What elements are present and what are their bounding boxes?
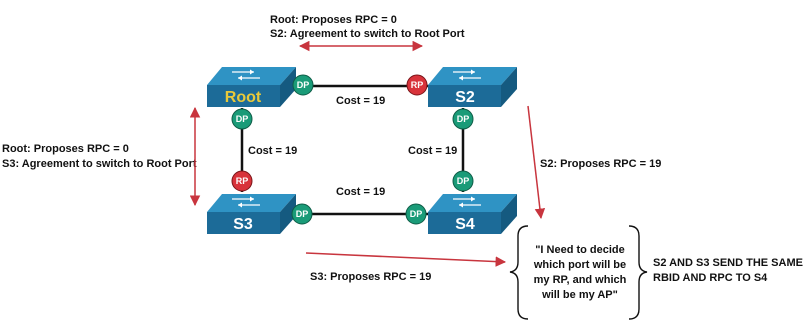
- switch-label-s2: S2: [455, 89, 475, 106]
- port-s2-to-s4: [453, 109, 473, 129]
- port-label: DP: [235, 114, 249, 124]
- switch-s4[interactable]: [428, 194, 517, 234]
- thought-line4: will be my AP": [542, 289, 618, 301]
- port-s2-to-root: [407, 75, 427, 95]
- port-label: RP: [410, 80, 424, 90]
- port-label: DP: [296, 80, 310, 90]
- switch-label-root: Root: [224, 89, 262, 106]
- port-label: DP: [295, 209, 309, 219]
- note-s3-proposal: S3: Proposes RPC = 19: [310, 271, 432, 283]
- summary-line1: S2 AND S3 SEND THE SAME: [653, 257, 803, 269]
- note-top-line2: S2: Agreement to switch to Root Port: [270, 28, 465, 40]
- switch-label-s3: S3: [233, 216, 253, 233]
- port-label: RP: [235, 176, 249, 186]
- port-s3-to-s4: [292, 204, 312, 224]
- cost-label-top: Cost = 19: [336, 95, 386, 107]
- cost-label-right: Cost = 19: [408, 145, 458, 157]
- port-root-to-s2: [293, 75, 313, 95]
- port-label: DP: [456, 114, 470, 124]
- switch-root[interactable]: [207, 67, 296, 107]
- note-top-line1: Root: Proposes RPC = 0: [270, 14, 397, 26]
- right-brace: [629, 226, 647, 319]
- thought-line2: which port will be: [533, 259, 627, 271]
- note-left-line2: S3: Agreement to switch to Root Port: [2, 158, 197, 170]
- arrow-s3-proposal: [306, 253, 505, 262]
- port-s4-to-s3: [406, 204, 426, 224]
- cost-label-left: Cost = 19: [248, 145, 298, 157]
- switch-s3[interactable]: [207, 194, 296, 234]
- note-s2-proposal: S2: Proposes RPC = 19: [540, 158, 662, 170]
- summary-line2: RBID AND RPC TO S4: [653, 272, 768, 284]
- port-root-to-s3: [232, 109, 252, 129]
- port-s4-to-s2: [453, 171, 473, 191]
- thought-line3: my RP, and which: [533, 274, 627, 286]
- switch-label-s4: S4: [455, 216, 475, 233]
- thought-line1: "I Need to decide: [535, 244, 625, 256]
- left-brace: [510, 226, 528, 319]
- port-s3-to-root: [232, 171, 252, 191]
- cost-label-bottom: Cost = 19: [336, 186, 386, 198]
- port-label: DP: [456, 176, 470, 186]
- note-left-line1: Root: Proposes RPC = 0: [2, 143, 129, 155]
- switch-s2[interactable]: [428, 67, 517, 107]
- port-label: DP: [409, 209, 423, 219]
